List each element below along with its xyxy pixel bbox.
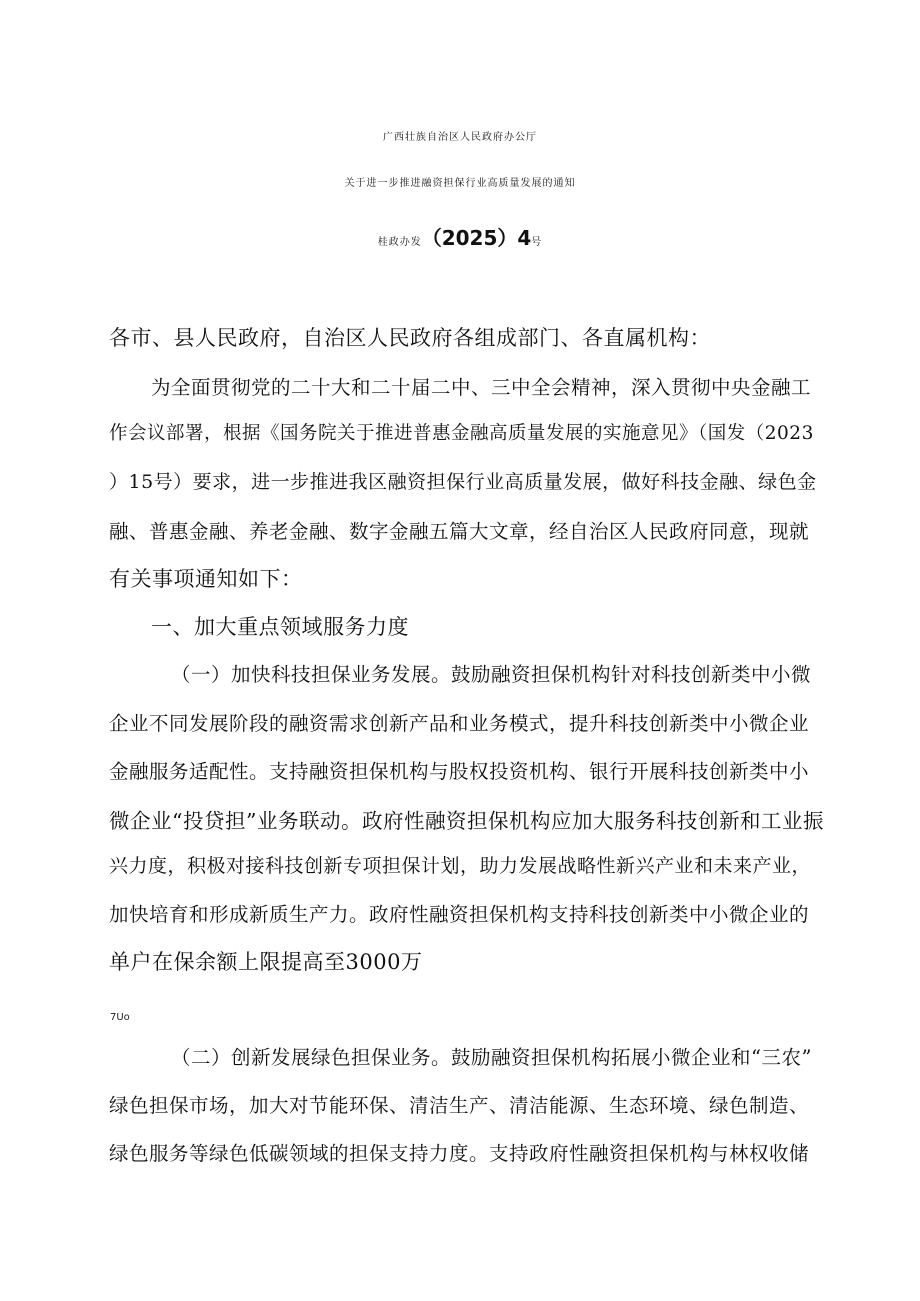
- addressee-line: 各市、县人民政府，自治区人民政府各组成部门、各直属机构：: [109, 326, 711, 350]
- item1-line: 加快培育和形成新质生产力。政府性融资担保机构支持科技创新类中小微企业的: [109, 903, 810, 926]
- document-title-line1: 广西壮族自治区人民政府办公厅: [383, 132, 537, 143]
- item1-line: 兴力度，积极对接科技创新专项担保计划，助力发展战略性新兴产业和未来产业，: [109, 855, 812, 877]
- item2-line: 绿色服务等绿色低碳领域的担保支持力度。支持政府性融资担保机构与林权收储: [109, 1142, 810, 1165]
- item1-line: 企业不同发展阶段的融资需求创新产品和业务模式，提升科技创新类中小微企业: [109, 712, 810, 735]
- item2-line: 绿色担保市场，加大对节能环保、清洁生产、清洁能源、生态环境、绿色制造、: [109, 1094, 810, 1117]
- section-heading: 一、加大重点领域服务力度: [151, 615, 409, 639]
- document-title-line2: 关于进一步推进融资担保行业高质量发展的通知: [344, 178, 576, 189]
- intro-line: 有关事项通知如下：: [109, 567, 303, 591]
- intro-line: 融、普惠金融、养老金融、数字金融五篇大文章，经自治区人民政府同意，现就: [109, 520, 810, 543]
- intro-line: 为全面贯彻党的二十大和二十届二中、三中全会精神，深入贯彻中央金融工: [151, 376, 812, 399]
- document-number: [0, 222, 920, 251]
- item1-line: 微企业“投贷担”业务联动。政府性融资担保机构应加大服务科技创新和工业振: [109, 809, 824, 833]
- item1-line: （一）加快科技担保业务发展。鼓励融资担保机构针对科技创新类中小微: [171, 663, 812, 686]
- intro-line: 作会议部署，根据《国务院关于推进普惠金融高质量发展的实施意见》（国发（2023: [109, 423, 814, 444]
- document-number-suffix: 号: [531, 237, 543, 248]
- intro-line: ）15号）要求，进一步推进我区融资担保行业高质量发展，做好科技金融、绿色金: [109, 471, 817, 493]
- document-number-value: （2025）4: [421, 226, 532, 250]
- item1-line: 金融服务适配性。支持融资担保机构与股权投资机构、银行开展科技创新类中小: [109, 760, 810, 783]
- item2-line: （二）创新发展绿色担保业务。鼓励融资担保机构拓展小微企业和“三农”: [171, 1046, 812, 1069]
- document-number-prefix: 桂政办发: [377, 237, 422, 248]
- stray-mark: 7Uo: [110, 1012, 130, 1023]
- item1-line: 单户在保余额上限提高至3000万: [109, 950, 423, 974]
